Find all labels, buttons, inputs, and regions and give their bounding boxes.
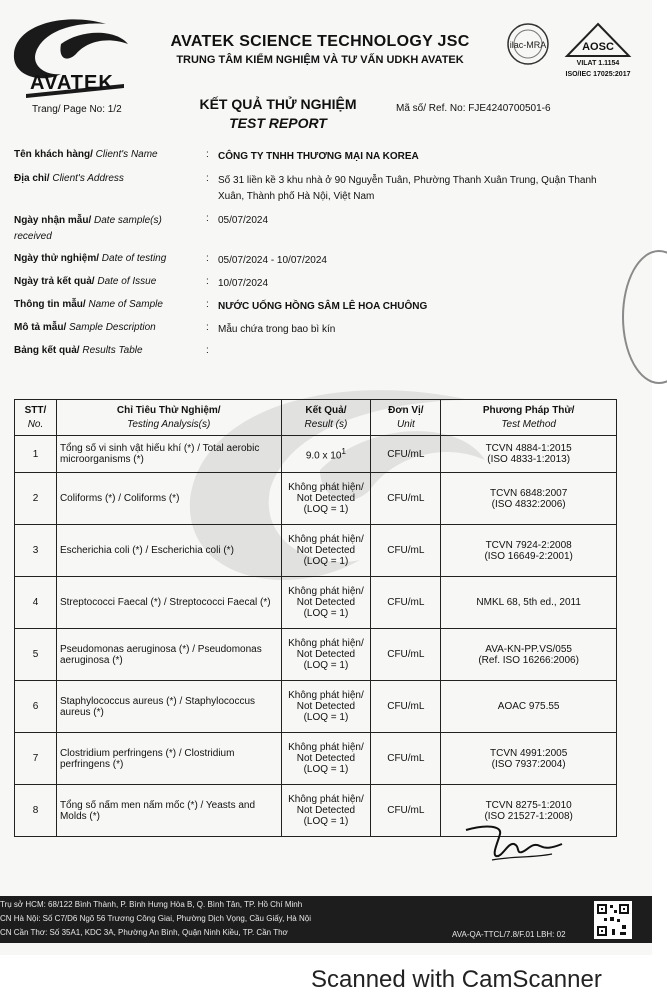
results-label-vn: Bảng kết quả/ (14, 345, 80, 356)
aosc-label: AOSC (582, 41, 614, 53)
testing-row: Ngày thử nghiệm/ Date of testing : 05/07/2024 - 10/07/2024 (14, 253, 614, 276)
row-number: 3 (15, 525, 57, 577)
row-method (441, 436, 617, 473)
table-row (15, 629, 617, 681)
row-unit: CFU/mL (371, 733, 441, 785)
result-line-1: Không phát hiện/ (288, 482, 364, 493)
row-number: 4 (15, 577, 57, 629)
method-line-1: TCVN 4991:2005 (490, 747, 568, 759)
row-analysis: Tổng số nấm men nấm mốc (*) / Yeasts and Molds (*) (56, 785, 281, 837)
result-line-1: Không phát hiện/ (288, 534, 364, 545)
result-line-3: (LOQ = 1) (303, 764, 349, 775)
result-line-1: Không phát hiện/ (288, 638, 364, 649)
client-address: Số 31 liền kề 3 khu nhà ở 90 Nguyễn Tuân, Phường Thanh Xuân Trung, Quận Thanh Xuân, Thành phố Hà Nội, Việt Nam (218, 175, 597, 202)
method-line-2: (ISO 16649-2:2001) (484, 550, 573, 562)
result-line-3: (LOQ = 1) (303, 712, 349, 723)
row-number: 2 (15, 473, 57, 525)
header-stt-vn: STT/ (24, 404, 47, 416)
table-row (15, 733, 617, 785)
results-table-label-row: Bảng kết quả/ Results Table : (14, 345, 209, 356)
address-label-en: Client's Address (49, 173, 124, 184)
method-line-1: AVA-KN-PP.VS/055 (485, 643, 572, 655)
result-line-3: (LOQ = 1) (303, 556, 349, 567)
method-line-1: AOAC 975.55 (497, 701, 560, 712)
row-number: 5 (15, 629, 57, 681)
footer-form-code: AVA-QA-TTCL/7.8/F.01 LBH: 02 (452, 930, 566, 939)
testing-date: 05/07/2024 - 10/07/2024 (218, 255, 327, 266)
report-title (188, 96, 368, 131)
row-method (441, 525, 617, 577)
table-row (15, 436, 617, 473)
received-label-en: Date sample(s) received (14, 215, 162, 242)
row-result (281, 436, 371, 473)
camscanner-watermark: Scanned with CamScanner (311, 966, 602, 993)
row-method (441, 629, 617, 681)
aosc-logo-icon (563, 22, 633, 58)
issue-date: 10/07/2024 (218, 278, 269, 289)
header-unit-vn: Đơn Vị/ (388, 404, 424, 416)
client-label-en: Client's Name (92, 149, 158, 160)
method-line-2: (ISO 21527-1:2008) (484, 810, 573, 822)
issue-label-en: Date of Issue (94, 276, 157, 287)
row-number: 8 (15, 785, 57, 837)
client-name-row: Tên khách hàng/ Client's Name : CÔNG TY TNHH THƯƠNG MẠI NA KOREA (14, 149, 614, 173)
row-unit: CFU/mL (371, 681, 441, 733)
method-line-2: (ISO 4832:2006) (491, 498, 566, 510)
row-analysis: Escherichia coli (*) / Escherichia coli (*) (56, 525, 281, 577)
result-line-3: (LOQ = 1) (303, 660, 349, 671)
received-date: 05/07/2024 (218, 215, 269, 226)
signature-icon (462, 820, 567, 865)
sample-description: Mẫu chứa trong bao bì kín (218, 324, 336, 335)
sample-name: NƯỚC UỐNG HỒNG SÂM LÊ HOA CHUÔNG (218, 301, 428, 312)
row-result (281, 629, 371, 681)
testing-label-vn: Ngày thử nghiệm/ (14, 253, 100, 264)
client-address-row: Địa chỉ/ Client's Address : Số 31 liền kề 3 khu nhà ở 90 Nguyễn Tuân, Phường Thanh Xuân Trung, Quận Thanh Xuân, Thành phố Hà Nội, Việt Nam (14, 173, 614, 213)
desc-label-en: Sample Description (66, 322, 156, 333)
result-line-3: (LOQ = 1) (303, 608, 349, 619)
desc-label-vn: Mô tả mẫu/ (14, 322, 67, 333)
reference-number: Mã số/ Ref. No: FJE4240700501-6 (396, 103, 551, 114)
row-analysis: Staphylococcus aureus (*) / Staphylococcus aureus (*) (56, 681, 281, 733)
header-stt (15, 400, 57, 436)
description-row: Mô tả mẫu/ Sample Description : Mẫu chứa trong bao bì kín (14, 322, 614, 345)
aosc-vilat: VILAT 1.1154 (576, 60, 620, 67)
address-label-vn: Địa chỉ/ (14, 173, 50, 184)
footer-hcm-address: Trụ sở HCM: 68/122 Bình Thành, P. Bình Hưng Hòa B, Q. Bình Tân, TP. Hồ Chí Minh (0, 900, 303, 909)
row-result (281, 785, 371, 837)
row-analysis: Streptococci Faecal (*) / Streptococci Faecal (*) (56, 577, 281, 629)
header-result (281, 400, 371, 436)
result-line-1: Không phát hiện/ (288, 690, 364, 701)
method-line-2: (Ref. ISO 16266:2006) (478, 654, 579, 666)
row-analysis: Tổng số vi sinh vật hiếu khí (*) / Total aerobic microorganisms (*) (56, 436, 281, 473)
results-table-header (15, 400, 617, 436)
logo-text: AVATEK (30, 72, 114, 94)
organization-subtitle: TRUNG TÂM KIỂM NGHIỆM VÀ TƯ VẤN UDKH AVATEK (176, 54, 464, 66)
result-line-2: Not Detected (296, 753, 356, 764)
table-row (15, 525, 617, 577)
report-title-en: TEST REPORT (229, 115, 327, 131)
result-line-2: Not Detected (296, 701, 356, 712)
row-result (281, 525, 371, 577)
page-number: Trang/ Page No: 1/2 (32, 104, 122, 115)
aosc-accreditation (563, 22, 633, 82)
received-row: Ngày nhận mẫu/ Date sample(s) received : 05/07/2024 (14, 213, 614, 253)
row-result (281, 733, 371, 785)
result-exponent: 1 (341, 446, 347, 457)
header-unit-en: Unit (396, 418, 415, 430)
row-unit: CFU/mL (371, 629, 441, 681)
result-line-2: Not Detected (296, 805, 356, 816)
ilac-label: ilac-MRA (509, 40, 547, 50)
method-line-1: TCVN 6848:2007 (490, 487, 568, 499)
client-info (14, 149, 614, 368)
method-line-1: NMKL 68, 5th ed., 2011 (476, 597, 581, 608)
row-number: 1 (15, 436, 57, 473)
table-row (15, 577, 617, 629)
header-result-en: Result (s) (304, 418, 348, 430)
row-method (441, 473, 617, 525)
row-analysis: Clostridium perfringens (*) / Clostridium perfringens (*) (56, 733, 281, 785)
row-method (441, 681, 617, 733)
row-result (281, 681, 371, 733)
result-line-3: (LOQ = 1) (303, 816, 349, 827)
header-method-vn: Phương Pháp Thử/ (482, 404, 575, 416)
row-analysis: Pseudomonas aeruginosa (*) / Pseudomonas aeruginosa (*) (56, 629, 281, 681)
header-analysis (56, 400, 281, 436)
results-table (14, 399, 617, 837)
row-unit: CFU/mL (371, 785, 441, 837)
row-result (281, 473, 371, 525)
row-method (441, 577, 617, 629)
header-method-en: Test Method (501, 418, 556, 430)
method-line-2: (ISO 4833-1:2013) (487, 454, 571, 465)
result-line-2: Not Detected (296, 493, 356, 504)
header-stt-en: No. (27, 418, 44, 430)
row-unit: CFU/mL (371, 577, 441, 629)
ilac-mra-logo-icon (500, 22, 556, 72)
sample-row: Thông tin mẫu/ Name of Sample : NƯỚC UỐNG HỒNG SÂM LÊ HOA CHUÔNG (14, 299, 614, 322)
testing-label-en: Date of testing (99, 253, 167, 264)
report-title-vn: KẾT QUẢ THỬ NGHIỆM (199, 96, 357, 112)
method-line-1: TCVN 4884-1:2015 (485, 443, 572, 454)
result-value: 9.0 x 10 (305, 450, 342, 462)
method-line-2: (ISO 7937:2004) (491, 758, 566, 770)
result-line-2: Not Detected (296, 649, 356, 660)
row-method (441, 733, 617, 785)
header-analysis-en: Testing Analysis(s) (127, 418, 211, 430)
row-number: 7 (15, 733, 57, 785)
organization-name: AVATEK SCIENCE TECHNOLOGY JSC (170, 33, 470, 50)
result-line-1: Không phát hiện/ (288, 742, 364, 753)
issue-label-vn: Ngày trả kết quả/ (14, 276, 95, 287)
row-unit: CFU/mL (371, 473, 441, 525)
client-label-vn: Tên khách hàng/ (14, 149, 93, 160)
row-result (281, 577, 371, 629)
table-row (15, 473, 617, 525)
aosc-iso: ISO/IEC 17025:2017 (565, 71, 631, 78)
client-name: CÔNG TY TNHH THƯƠNG MẠI NA KOREA (218, 151, 419, 162)
footer-cantho-address: CN Cần Thơ: Số 35A1, KDC 3A, Phường An Bình, Quận Ninh Kiều, TP. Cần Thơ (0, 928, 288, 937)
footer-hanoi-address: CN Hà Nội: Số C7/D6 Ngõ 56 Trương Công Giai, Phường Dịch Vọng, Cầu Giấy, Hà Nội (0, 914, 311, 923)
result-line-2: Not Detected (296, 597, 356, 608)
stamp-seal (622, 250, 667, 384)
table-row (15, 681, 617, 733)
row-unit: CFU/mL (371, 525, 441, 577)
received-label-vn: Ngày nhận mẫu/ (14, 215, 92, 226)
header-unit (371, 400, 441, 436)
row-unit: CFU/mL (371, 436, 441, 473)
sample-label-vn: Thông tin mẫu/ (14, 299, 86, 310)
organization-header (160, 33, 480, 66)
result-line-1: Không phát hiện/ (288, 586, 364, 597)
result-line-1: Không phát hiện/ (288, 794, 364, 805)
results-label-en: Results Table (79, 345, 143, 356)
result-line-3: (LOQ = 1) (303, 504, 349, 515)
header-result-vn: Kết Quả/ (305, 404, 347, 416)
row-analysis: Coliforms (*) / Coliforms (*) (56, 473, 281, 525)
footer-bar (0, 896, 652, 943)
header-analysis-vn: Chỉ Tiêu Thử Nghiệm/ (116, 404, 221, 416)
result-line-2: Not Detected (296, 545, 356, 556)
qr-code-icon (594, 901, 632, 939)
method-line-1: TCVN 8275-1:2010 (485, 799, 572, 811)
header-method (441, 400, 617, 436)
issue-row: Ngày trả kết quả/ Date of Issue : 10/07/2024 (14, 276, 614, 299)
method-line-1: TCVN 7924-2:2008 (485, 539, 572, 551)
sample-label-en: Name of Sample (85, 299, 163, 310)
row-number: 6 (15, 681, 57, 733)
